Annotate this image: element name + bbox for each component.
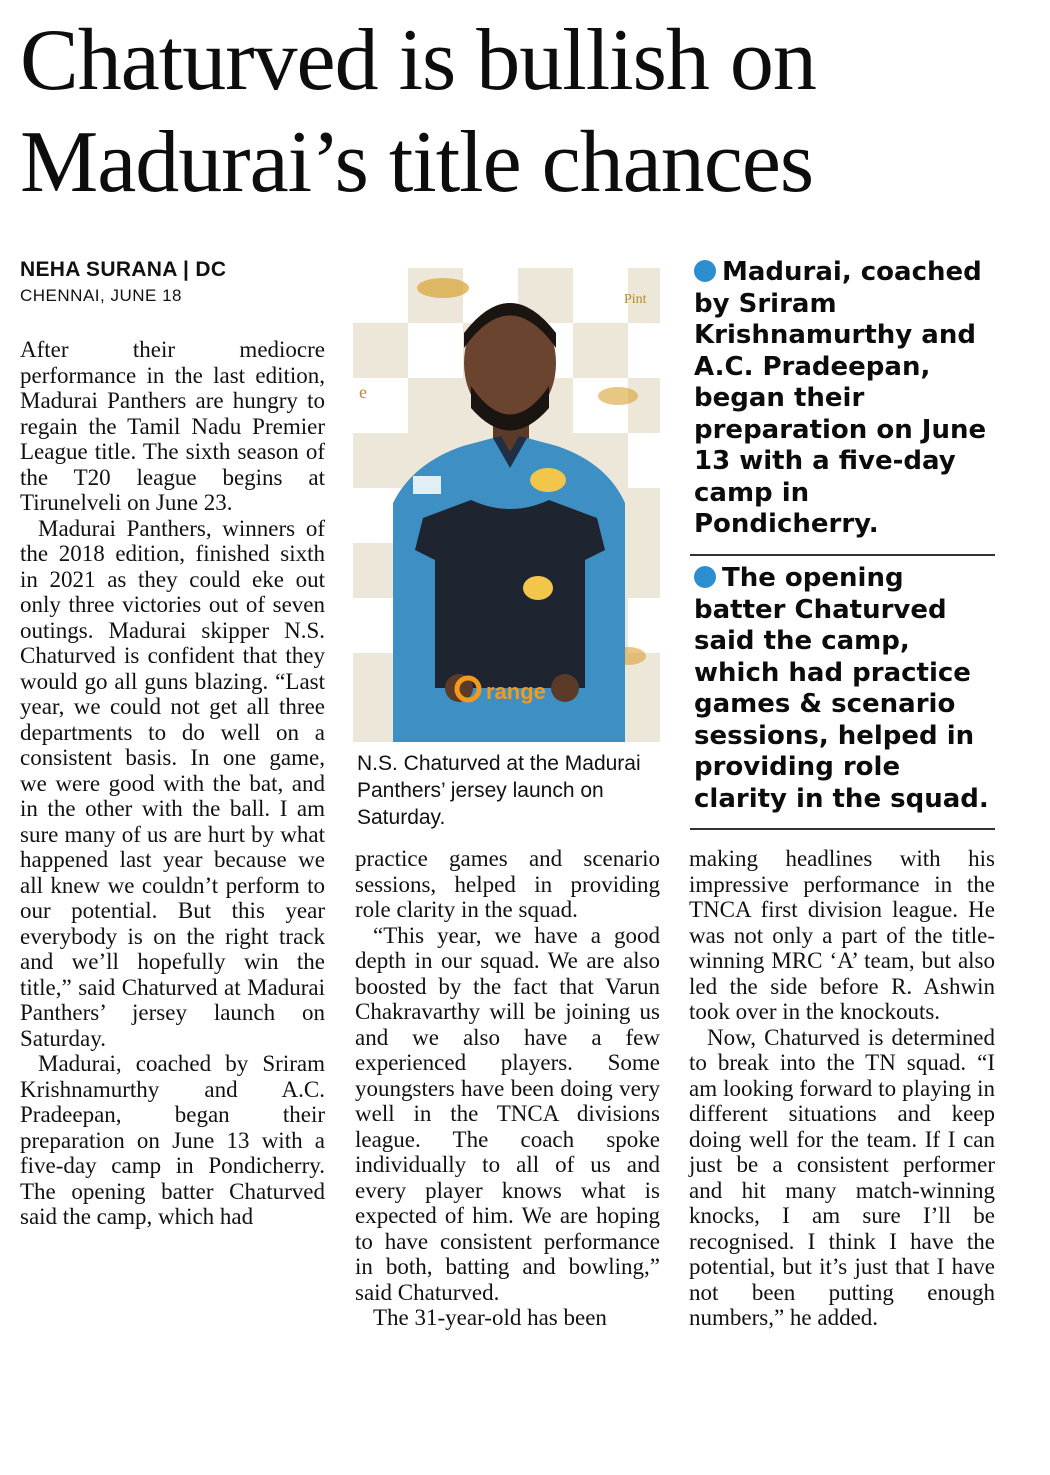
sponsor-logo-text: range — [486, 679, 546, 704]
paragraph: “This year, we have a good depth in our squad. We are also boosted by the fact that Varun Chakravarthy will be joining us and we also have a few experienced players. Some youngsters have been doing very well in the TNCA divisions league. The coach spoke individually to all of us and every player knows what is expected of him. We are hoping to have consistent performance in both, batting and bowling,” said Chaturved. — [355, 922, 660, 1305]
headline-line-2: Madurai’s title chances — [20, 114, 814, 211]
photo-caption: N.S. Chaturved at the Madurai Panthers’ jersey launch on Saturday. — [357, 752, 641, 829]
paragraph: The 31-year-old has been — [373, 1305, 607, 1330]
headline-line-1: Chaturved is bullish on — [20, 12, 816, 109]
player-photo — [353, 268, 660, 742]
divider — [690, 828, 995, 830]
pullquote-text: Madurai, coached by Sriram Krishnamurthy and A.C. Pradeepan, began their preparation on June 13 with a five-day camp in Pondicherry. — [694, 257, 987, 539]
divider — [690, 554, 995, 556]
headline — [20, 10, 1030, 214]
paragraph: practice games and scenario sessions, helped in providing role clarity in the squad. — [355, 846, 660, 922]
bullet-icon — [694, 260, 716, 282]
paragraph: Madurai, coached by Sriram Krishnamurthy and A.C. Pradeepan, began their preparation on June 13 with a five-day camp in Pondicherry. The opening batter Chaturved said the camp, which had — [20, 1051, 325, 1229]
backdrop-text: e — [359, 382, 367, 402]
dateline: CHENNAI, JUNE 18 — [20, 286, 182, 305]
pullquote — [694, 563, 994, 815]
bullet-icon — [694, 566, 716, 588]
paragraph: After their mediocre performance in the last edition, Madurai Panthers are hungry to regain the Tamil Nadu Premier League title. The sixth season of the T20 league begins at Tirunelveli on June 23. — [20, 337, 325, 515]
photo — [353, 268, 660, 742]
pullquote-text: The opening batter Chaturved said the camp, which had practice games & scenario sessions, helped in providing role clarity in the squad. — [694, 563, 989, 814]
paragraph: Now, Chaturved is determined to break into the TN squad. “I am looking forward to playing in different situations and keep doing well for the team. If I can just be a consistent performer and hit many match-winning knocks, I am sure I’ll be recognised. I think I have the potential, but it’s just that I have not been putting enough numbers,” he added. — [689, 1024, 995, 1330]
paragraph: making headlines with his impressive performance in the TNCA first division league. He was not only a part of the title-winning MRC ‘A’ team, but also led the side before R. Ashwin took over in the knockouts. — [689, 846, 995, 1024]
pullquote — [694, 257, 994, 541]
backdrop-text: Pint — [624, 292, 647, 307]
byline — [20, 258, 226, 306]
body-column-3 — [689, 846, 995, 1331]
paragraph: Madurai Panthers, winners of the 2018 edition, finished sixth in 2021 as they could eke out only three victories out of seven outings. Madurai skipper N.S. Chaturved is confident that they would go all guns blazing. “Last year, we could not get all three departments to do well on a consistent basis. In one game, we were good with the bat, and in the other with the ball. I am sure many of us are hurt by what happened last year because we all knew we couldn’t perform to our potential. But this year everybody is on the right track and we’ll hopefully win the title,” said Chaturved at Madurai Panthers’ jersey launch on Saturday. — [20, 515, 325, 1051]
body-column-2 — [355, 846, 660, 1331]
author: NEHA SURANA | DC — [20, 258, 227, 281]
body-column-1 — [20, 337, 325, 1230]
